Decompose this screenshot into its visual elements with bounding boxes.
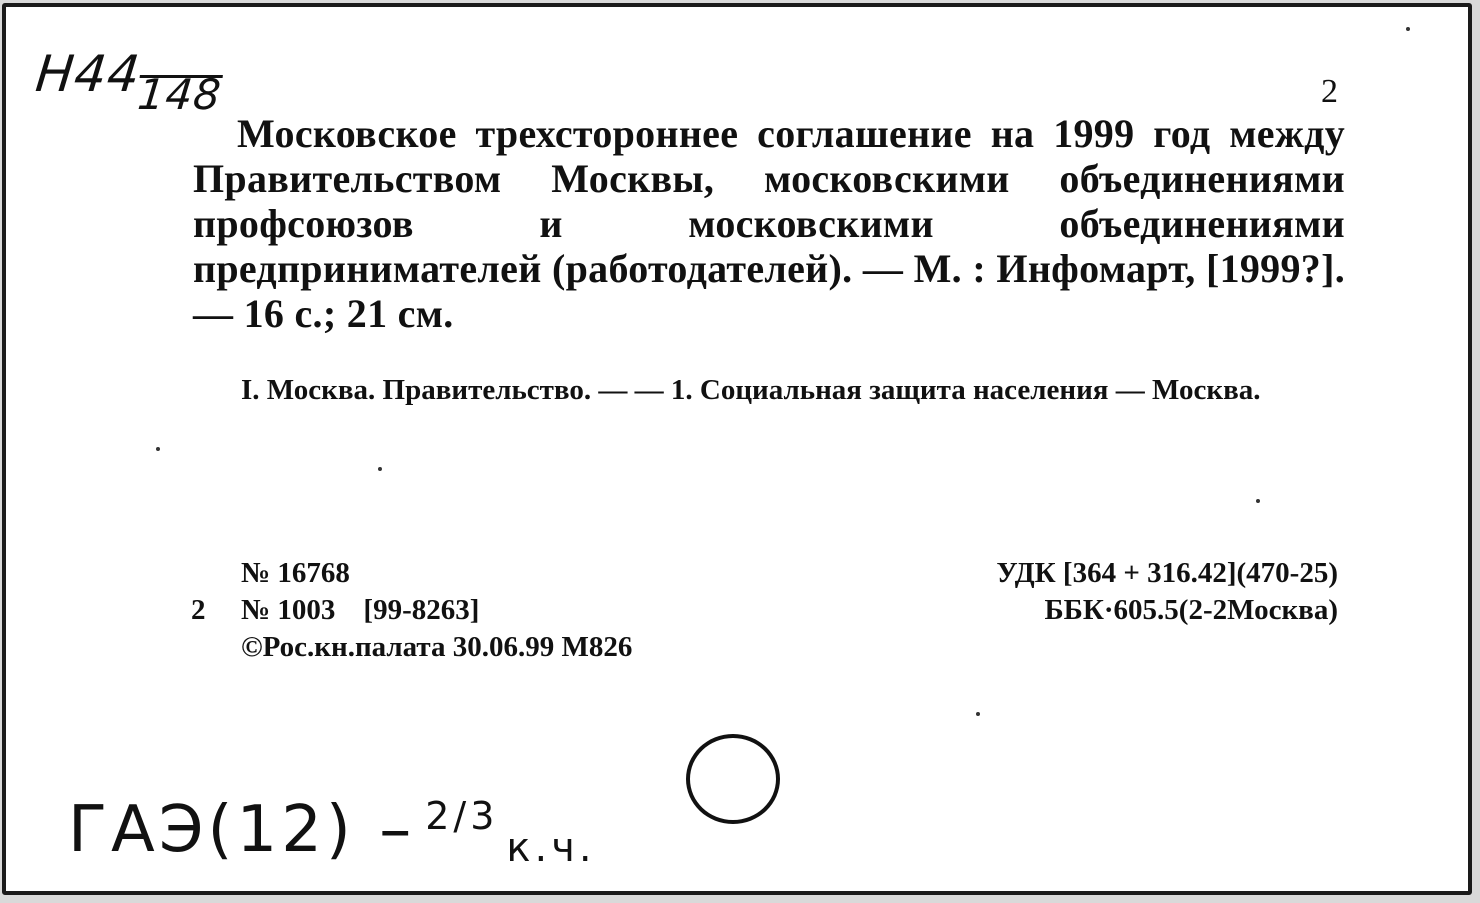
registration-line-1: № 16768 <box>241 557 350 589</box>
handwritten-bottom-note <box>68 793 596 871</box>
bibliographic-entry: Московское трехстороннее соглашение на 1999 год между Правительством Москвы, московскими объединениями профсоюзов и московскими объединениями предпринимателей (работодателей). — М. : Инфомарт, [1999?]. — 16 с.; 21 см. <box>193 111 1345 336</box>
registration-block <box>191 555 632 666</box>
ink-speck <box>378 467 382 471</box>
bottom-note-main: ГАЭ(12) – <box>68 793 416 867</box>
handwritten-shelfmark <box>32 45 227 119</box>
catalog-card <box>2 3 1472 895</box>
shelfmark-sub: 148 <box>135 70 224 119</box>
udc-code: УДК [364 + 316.42](470-25) <box>996 557 1338 589</box>
shelfmark-main: Н44 <box>32 45 144 103</box>
ink-speck <box>1406 27 1410 31</box>
registration-line-3 <box>191 629 632 666</box>
ink-speck <box>976 712 980 716</box>
copyright-line: ©Рос.кн.палата 30.06.99 М826 <box>241 631 633 663</box>
bbk-code: ББК·605.5(2-2Москва) <box>1044 594 1338 626</box>
copies-count: 2 <box>191 594 206 626</box>
ink-speck <box>156 447 160 451</box>
bottom-note-tail: к.ч. <box>506 825 596 871</box>
registration-number: № 1003 <box>241 594 336 626</box>
sheet-number: 2 <box>1321 73 1338 110</box>
circle-mark <box>686 734 780 824</box>
bottom-note-fraction: 2/3 <box>425 794 499 838</box>
registration-line-2 <box>191 592 632 629</box>
classification-block <box>996 555 1338 629</box>
subject-headings: I. Москва. Правительство. — — 1. Социальная защита населения — Москва. <box>241 374 1261 406</box>
registration-code: [99-8263] <box>363 594 480 626</box>
ink-speck <box>1256 499 1260 503</box>
